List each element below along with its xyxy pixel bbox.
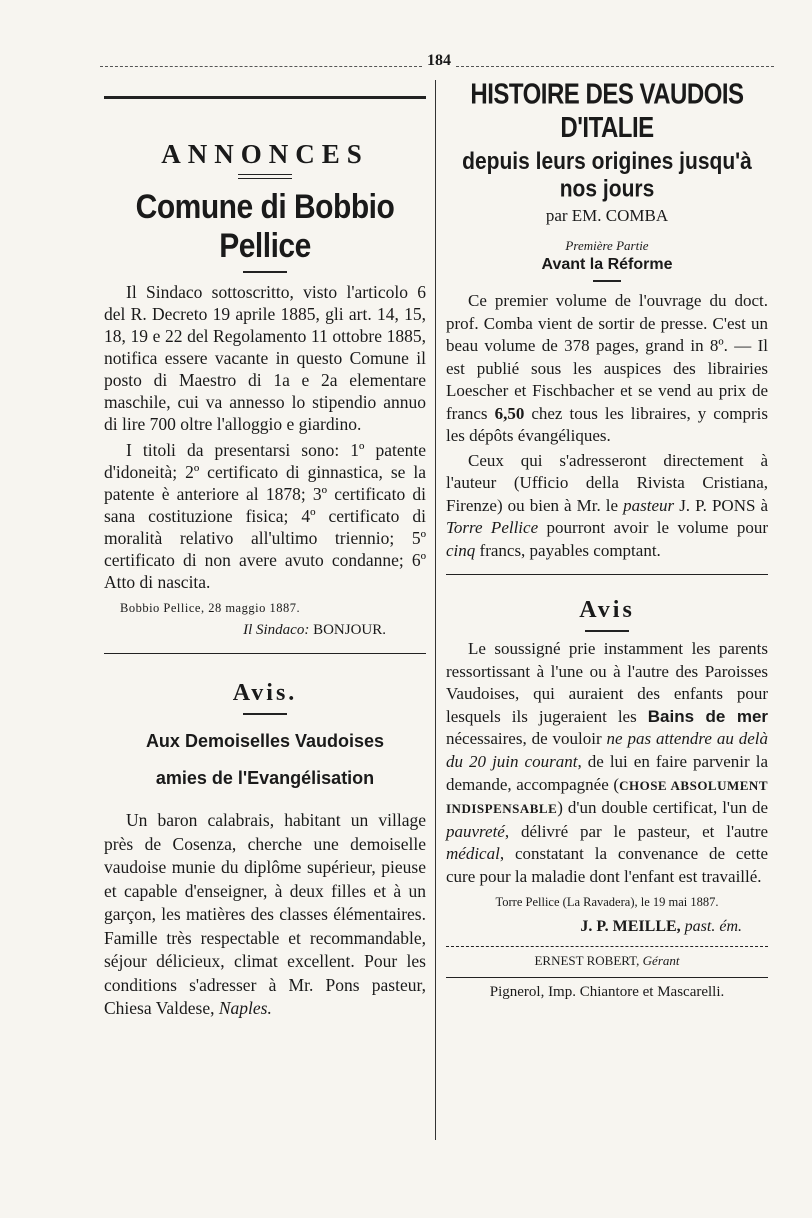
histoire-paragraph-2: [446, 450, 768, 563]
footer-rule: [446, 977, 768, 978]
page-number: 184: [427, 52, 451, 69]
comune-date-line: Bobbio Pellice, 28 maggio 1887.: [120, 601, 301, 615]
right-column: [446, 80, 768, 1001]
signer-title: past. ém.: [684, 917, 742, 935]
left-avis-rule: [243, 713, 287, 715]
avis-paragraph: [104, 809, 426, 1021]
signature-prefix: Il Sindaco:: [243, 622, 310, 638]
histoire-text-3: Ceux qui s'adresseront directement à l'auteur (Ufficio della Rivista Cristiana, Firenze) ou bien à Mr. le: [446, 450, 768, 515]
comune-paragraph-2: I titoli da presentarsi sono: 1º patente d'idoneità; 2º certificato di ginnastica, se la patente è anteriore al 1878; 3º certificato di sana costituzione fisica; 4º certificato di moralità relativo all'ultimo triennio; 5º certificato di non avere avuto condanne; 6º Atto di nascita.: [104, 440, 426, 592]
part-title: Avant la Réforme: [541, 256, 673, 273]
top-thick-rule: [104, 96, 426, 99]
histoire-text-4: pourront avoir le volume pour: [546, 518, 769, 537]
left-avis-heading: Avis.: [232, 680, 298, 706]
medical-word: médical: [446, 844, 500, 864]
gerant-name: ERNEST ROBERT,: [534, 952, 640, 968]
pauvrete-word: pauvreté: [446, 821, 505, 841]
left-section-rule: [104, 653, 426, 654]
bains-de-mer: Bains de mer: [647, 706, 769, 726]
bains-text-3: , de lui en faire parvenir la demande, accompagnée (: [446, 751, 769, 794]
comune-paragraph-1: Il Sindaco sottoscritto, visto l'articolo 6 del R. Decreto 19 aprile 1885, gli art. 14, 15, 18, 19 e 22 del Regolamento 11 ottobre 1885, notifica essere vacante in questo Comune il posto di Maestro di 1a e 2a elementare maschile, cui va annesso lo stipendio annuo di lire 700 oltre l'alloggio e giardino.: [104, 282, 426, 434]
bains-text-5: , délivré par le pasteur, et l'autre: [504, 821, 768, 841]
bains-paragraph: [446, 638, 768, 889]
left-column: [104, 80, 426, 1021]
avis-text: Un baron calabrais, habitant un village près de Cosenza, cherche une demoiselle vaudoise munie du diplôme supérieur, pieuse et capable d'enseigner, à deux filles et à un garçon, les matières des classes élémentaires. Famille très respectable et recommandable, séjour délicieux, climat excellent. Pour les conditions s'adresser à Mr. Pons pasteur, Chiesa Valdese,: [104, 810, 426, 1018]
annonces-heading: ANNONCES: [161, 139, 369, 169]
histoire-paragraph-1: [446, 290, 768, 448]
histoire-text-5: francs, payables comptant.: [479, 540, 661, 560]
bains-deadline: ne pas attendre au delà du 20 juin courant: [446, 729, 768, 771]
cinq-word: cinq: [446, 540, 476, 560]
column-divider: [435, 80, 436, 1140]
right-avis-heading: Avis: [579, 597, 635, 623]
header-rule-left: [100, 66, 422, 67]
comune-signature: [104, 622, 426, 639]
bains-date-line: Torre Pellice (La Ravadera), le 19 mai 1887.: [495, 894, 719, 909]
pasteur-name: J. P. PONS: [679, 495, 756, 515]
right-section-rule: [446, 574, 768, 575]
book-price: 6,50: [494, 403, 525, 423]
preposition-a: à: [760, 495, 769, 515]
part-label: Première Partie: [565, 238, 649, 253]
bains-caps: CHOSE ABSOLUMENT INDISPENSABLE: [446, 777, 768, 817]
histoire-rule: [593, 280, 621, 282]
histoire-text-2: chez tous les libraires, y compris les dépôts évangéliques.: [446, 403, 769, 445]
bains-text-4: ) d'un double certificat, l'un de: [557, 798, 768, 818]
right-avis-rule: [585, 630, 629, 632]
histoire-heading: HISTOIRE DES VAUDOIS D'ITALIE: [470, 78, 744, 145]
printer-line: Pignerol, Imp. Chiantore et Mascarelli.: [489, 983, 725, 1000]
pasteur-word: pasteur: [623, 495, 675, 515]
bains-text-1: Le soussigné prie instamment les parents ressortissant à l'une ou à l'autre des Paroisses Vaudoises, qui auraient des enfants pour lesquels ils jugeraient les: [446, 639, 768, 726]
signature-name: BONJOUR.: [313, 622, 386, 638]
gerant-line: [446, 953, 768, 969]
bains-text-2: nécessaires, de vouloir: [446, 729, 602, 749]
avis-city: Naples.: [218, 998, 272, 1018]
avis-subheading-2: amies de l'Evangélisation: [155, 768, 375, 788]
histoire-subheading: depuis leurs origines jusqu'à nos jours: [462, 148, 752, 203]
comune-rule: [243, 271, 287, 273]
avis-subheading-1: Aux Demoiselles Vaudoises: [145, 731, 385, 751]
histoire-text-1: Ce premier volume de l'ouvrage du doct. prof. Comba vient de sortir de presse. C'est un beau volume de 378 pages, grand in 8º. — Il est publié sous les auspices des librairies Loescher et Fischbacher et se vend au prix de francs: [446, 291, 768, 423]
comune-heading: Comune di Bobbio Pellice: [135, 187, 395, 265]
footer-rule-dashed: [446, 946, 768, 947]
annonces-rule: [238, 174, 292, 179]
header-rule-right: [456, 66, 774, 67]
signer-name: J. P. MEILLE,: [580, 917, 681, 935]
bains-signature: [446, 918, 768, 936]
gerant-title: Gérant: [642, 952, 680, 968]
author-line: par EM. COMBA: [545, 206, 669, 225]
bains-text-6: , constatant la convenance de cette cure pour la maladie dont l'enfant est travaillé.: [446, 844, 768, 886]
torre-pellice: Torre Pellice: [446, 518, 539, 537]
